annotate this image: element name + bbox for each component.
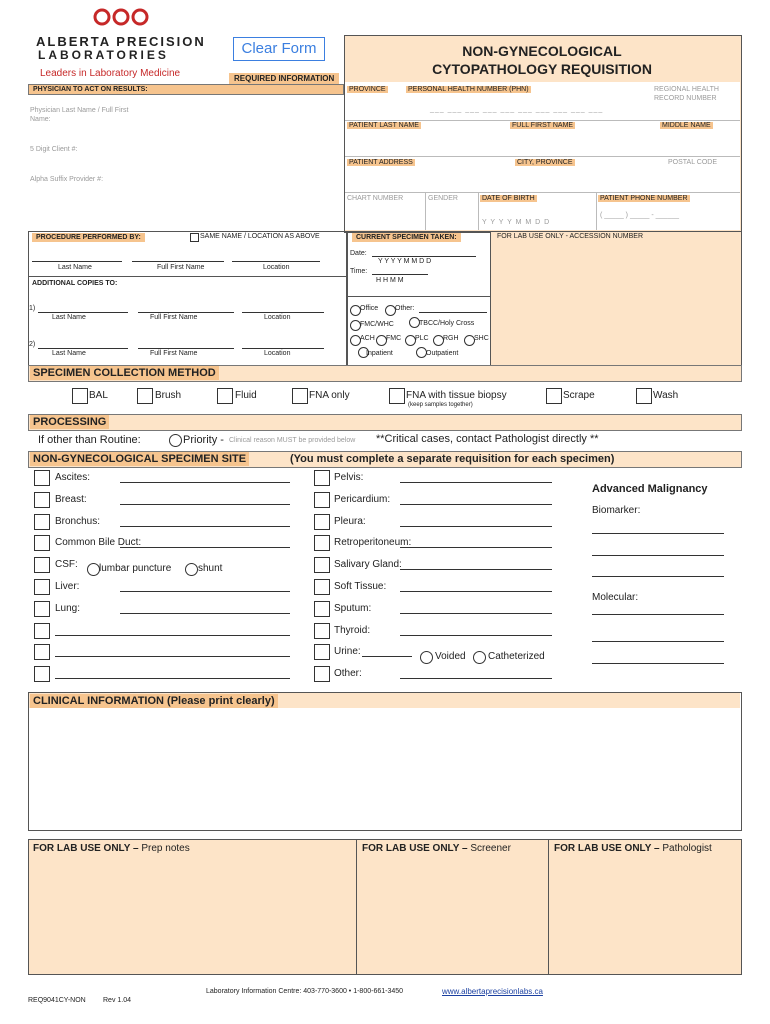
critical-note: **Critical cases, contact Pathologist directly ** <box>376 433 599 445</box>
fmc-whc-label: FMC/WHC <box>360 321 394 328</box>
site-left-label: CSF: <box>55 559 78 570</box>
patient-middle-name-label: MIDDLE NAME <box>662 122 711 129</box>
fluid-checkbox[interactable] <box>217 388 233 404</box>
physician-label: PHYSICIAN TO ACT ON RESULTS: <box>28 84 344 95</box>
procedure-box <box>28 231 348 366</box>
fmc-label: FMC <box>386 335 402 342</box>
fna-biopsy-checkbox[interactable] <box>389 388 405 404</box>
site-note: (You must complete a separate requisition for each specimen) <box>290 453 615 465</box>
site-right-checkbox[interactable] <box>314 514 330 530</box>
form-id: REQ9041CY-NON <box>28 997 86 1004</box>
fna-biopsy-label: FNA with tissue biopsy <box>406 390 507 401</box>
priority-radio[interactable] <box>169 434 182 447</box>
wash-checkbox[interactable] <box>636 388 652 404</box>
rgh-label: RGH <box>443 335 459 342</box>
footer-url-link[interactable]: www.albertaprecisionlabs.ca <box>442 987 543 996</box>
copy1-first-name-label: Full First Name <box>150 314 198 321</box>
accession-box <box>490 231 742 366</box>
brush-label: Brush <box>155 390 182 401</box>
brush-checkbox[interactable] <box>137 388 153 404</box>
site-left-label: Breast: <box>55 494 87 505</box>
physician-name-label: Physician Last Name / Full First Name: <box>30 107 129 123</box>
fna-only-checkbox[interactable] <box>292 388 308 404</box>
processing-header-bar <box>28 414 742 431</box>
site-left-checkbox[interactable] <box>34 579 50 595</box>
copy1-last-name-label: Last Name <box>52 314 86 321</box>
inpatient-label: Inpatient <box>366 350 393 357</box>
site-left-checkbox[interactable] <box>34 644 50 660</box>
lab-prep-box <box>28 839 358 975</box>
lab-screener-label: FOR LAB USE ONLY – Screener <box>362 843 511 854</box>
patient-address-label: PATIENT ADDRESS <box>349 159 413 166</box>
copy1-location-label: Location <box>264 314 291 321</box>
additional-copies-label: ADDITIONAL COPIES TO: <box>32 280 118 287</box>
lab-pathologist-label: FOR LAB USE ONLY – Pathologist <box>554 843 712 854</box>
patient-first-name-label: FULL FIRST NAME <box>512 122 574 129</box>
biomarker-label: Biomarker: <box>592 505 641 516</box>
shunt-radio[interactable] <box>185 563 198 576</box>
site-right-label: Soft Tissue: <box>334 581 387 592</box>
specimen-taken-label: CURRENT SPECIMEN TAKEN: <box>352 233 461 242</box>
site-left-checkbox[interactable] <box>34 514 50 530</box>
priority-label: Priority - <box>183 434 224 446</box>
scrape-checkbox[interactable] <box>546 388 562 404</box>
footer-info: Laboratory Information Centre: 403-770-3600 • 1-800-661-3450 <box>206 988 404 995</box>
site-left-label: Ascites: <box>55 472 91 483</box>
site-right-checkbox[interactable] <box>314 601 330 617</box>
province-label: PROVINCE <box>349 86 386 93</box>
provider-number-label: Alpha Suffix Provider #: <box>30 176 104 183</box>
site-right-label: Pericardium: <box>334 494 391 505</box>
accession-label: FOR LAB USE ONLY - ACCESSION NUMBER <box>497 233 643 240</box>
form-title-line1: NON-GYNECOLOGICAL <box>462 43 622 59</box>
site-right-checkbox[interactable] <box>314 579 330 595</box>
lumbar-puncture-label: lumbar puncture <box>99 563 172 574</box>
site-right-label: Salivary Gland: <box>334 559 402 570</box>
copy2-location-label: Location <box>264 350 291 357</box>
logo <box>93 8 149 26</box>
tbcc-label: TBCC/Holy Cross <box>419 320 475 327</box>
same-as-above-label: SAME NAME / LOCATION AS ABOVE <box>200 233 320 240</box>
scrape-label: Scrape <box>563 390 595 401</box>
site-right-checkbox[interactable] <box>314 535 330 551</box>
molecular-label: Molecular: <box>592 592 639 603</box>
postal-code-label: POSTAL CODE <box>668 159 718 166</box>
form-title-line2: CYTOPATHOLOGY REQUISITION <box>432 61 652 77</box>
ach-label: ACH <box>360 335 375 342</box>
copy2-last-name-label: Last Name <box>52 350 86 357</box>
site-right-label: Retroperitoneum: <box>334 537 412 548</box>
phone-input[interactable]: ( _____ ) _____ - ______ <box>600 212 680 219</box>
site-left-checkbox[interactable] <box>34 470 50 486</box>
date-format: Y Y Y Y M M D D <box>378 258 432 265</box>
office-label: Office <box>360 305 379 312</box>
date-label: Date: <box>350 250 367 257</box>
site-left-label: Lung: <box>55 603 81 614</box>
fna-biopsy-note: (keep samples together) <box>408 402 473 408</box>
fluid-label: Fluid <box>235 390 257 401</box>
patient-last-name-label: PATIENT LAST NAME <box>349 122 419 129</box>
catheterized-label: Catheterized <box>488 651 545 662</box>
site-left-label: Common Bile Duct: <box>55 537 142 548</box>
procedure-label: PROCEDURE PERFORMED BY: <box>32 233 145 242</box>
shunt-label: shunt <box>198 563 223 574</box>
collection-title: SPECIMEN COLLECTION METHOD <box>30 366 219 380</box>
lab-pathologist-box <box>548 839 742 975</box>
proc-last-name-label: Last Name <box>58 264 92 271</box>
proc-location-label: Location <box>263 264 290 271</box>
advanced-malignancy-title: Advanced Malignancy <box>592 483 708 495</box>
required-info-label: REQUIRED INFORMATION <box>229 73 339 84</box>
client-number-label: 5 Digit Client #: <box>30 146 78 153</box>
site-title: NON-GYNECOLOGICAL SPECIMEN SITE <box>30 452 249 466</box>
proc-first-name-label: Full First Name <box>157 264 205 271</box>
clinical-info-title: CLINICAL INFORMATION (Please print clearly) <box>30 694 278 708</box>
copy-row-2-label: 2) <box>29 341 36 348</box>
copy-row-1-label: 1) <box>29 305 36 312</box>
if-other-label: If other than Routine: <box>38 434 141 446</box>
bal-label: BAL <box>89 390 108 401</box>
site-left-checkbox[interactable] <box>34 601 50 617</box>
site-left-label: Bronchus: <box>55 516 101 527</box>
chart-number-label: CHART NUMBER <box>347 195 404 202</box>
site-right-label: Other: <box>334 668 362 679</box>
logo-rings-icon <box>93 8 149 26</box>
dob-label: DATE OF BIRTH <box>482 195 535 202</box>
outpatient-label: Outpatient <box>426 350 459 357</box>
lab-prep-label: FOR LAB USE ONLY – Prep notes <box>33 843 190 854</box>
phn-input[interactable]: ___ ___ ___ ___ ___ ___ ___ ___ ___ ___ <box>430 106 604 113</box>
wash-label: Wash <box>653 390 679 401</box>
catheterized-radio[interactable] <box>473 651 486 664</box>
time-label: Time: <box>350 268 368 275</box>
site-right-checkbox[interactable] <box>314 557 330 573</box>
company-name-line1: ALBERTA PRECISION <box>36 34 206 49</box>
plc-label: PLC <box>415 335 429 342</box>
priority-note: Clinical reason MUST be provided below <box>229 437 356 444</box>
site-right-checkbox[interactable] <box>314 470 330 486</box>
site-right-label: Sputum: <box>334 603 372 614</box>
site-right-label: Urine: <box>334 646 361 657</box>
shc-label: SHC <box>474 335 489 342</box>
site-right-label: Pleura: <box>334 516 366 527</box>
site-right-label: Thyroid: <box>334 625 371 636</box>
regional-label-1: REGIONAL HEALTH <box>654 86 719 93</box>
site-right-checkbox[interactable] <box>314 666 330 682</box>
voided-radio[interactable] <box>420 651 433 664</box>
lab-screener-box <box>356 839 550 975</box>
copy2-first-name-label: Full First Name <box>150 350 198 357</box>
clinical-info-box[interactable] <box>28 692 742 831</box>
gender-label: GENDER <box>428 195 458 202</box>
regional-label-2: RECORD NUMBER <box>654 95 717 102</box>
other-location-label: Other: <box>395 305 415 312</box>
revision: Rev 1.04 <box>103 997 132 1004</box>
site-right-checkbox[interactable] <box>314 623 330 639</box>
site-left-checkbox[interactable] <box>34 492 50 508</box>
city-province-label: CITY, PROVINCE <box>517 159 573 166</box>
phone-label: PATIENT PHONE NUMBER <box>600 195 688 202</box>
company-name-line2: LABORATORIES <box>38 48 169 62</box>
site-right-checkbox[interactable] <box>314 644 330 660</box>
time-format: H H M M <box>376 277 404 284</box>
site-right-checkbox[interactable] <box>314 492 330 508</box>
same-as-above-checkbox[interactable] <box>190 233 199 242</box>
voided-label: Voided <box>435 651 466 662</box>
site-left-checkbox[interactable] <box>34 557 50 573</box>
site-right-label: Pelvis: <box>334 472 364 483</box>
site-left-checkbox[interactable] <box>34 623 50 639</box>
site-left-label: Liver: <box>55 581 80 592</box>
clear-form-button[interactable]: Clear Form <box>233 37 325 61</box>
processing-title: PROCESSING <box>30 415 109 429</box>
dob-format[interactable]: Y Y Y Y M M D D <box>482 219 551 226</box>
phn-label: PERSONAL HEALTH NUMBER (PHN) <box>408 86 529 93</box>
fna-only-label: FNA only <box>309 390 350 401</box>
bal-checkbox[interactable] <box>72 388 88 404</box>
tagline: Leaders in Laboratory Medicine <box>40 68 181 79</box>
site-left-checkbox[interactable] <box>34 535 50 551</box>
site-left-checkbox[interactable] <box>34 666 50 682</box>
